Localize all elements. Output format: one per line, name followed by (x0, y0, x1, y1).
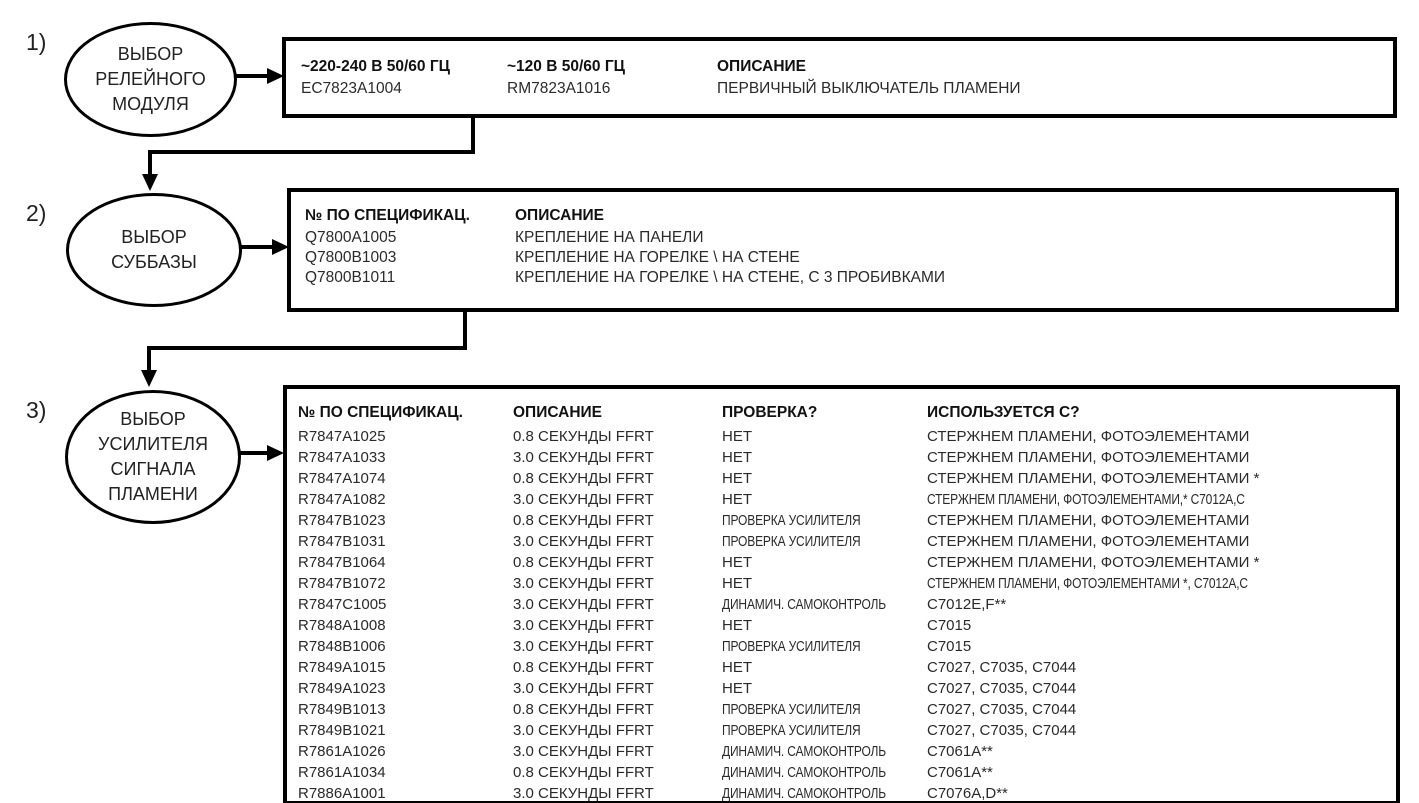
table-cell: 3.0 СЕКУНДЫ FFRT (513, 596, 654, 613)
part-number: RM7823A1016 (507, 80, 611, 97)
relay-column-120v (507, 57, 625, 99)
table-cell: 3.0 СЕКУНДЫ FFRT (513, 449, 654, 466)
ellipse-line: УСИЛИТЕЛЯ (98, 434, 208, 454)
part-number: Q7800B1003 (305, 249, 397, 266)
table-cell: 0.8 СЕКУНДЫ FFRT (513, 512, 654, 529)
table-row (287, 722, 1396, 743)
table-row (287, 701, 1396, 722)
table-cell: C7015 (927, 617, 972, 634)
table-cell: R7849A1023 (298, 680, 386, 697)
ellipse-line: МОДУЛЯ (112, 94, 189, 114)
table-cell: R7847B1031 (298, 533, 386, 550)
step-2-ellipse (66, 193, 242, 307)
step-3-ellipse (65, 390, 241, 524)
table-cell: СТЕРЖНЕМ ПЛАМЕНИ, ФОТОЭЛЕМЕНТАМИ,* C7012A,C (927, 491, 1245, 508)
column-header: ~220-240 В 50/60 ГЦ (301, 58, 450, 75)
table-cell: C7027, C7035, C7044 (927, 659, 1077, 676)
table-cell: R7861A1026 (298, 743, 386, 760)
table-cell: ПРОВЕРКА УСИЛИТЕЛЯ (722, 722, 861, 739)
table-row (287, 491, 1396, 512)
table-cell: 0.8 СЕКУНДЫ FFRT (513, 701, 654, 718)
table-cell: НЕТ (722, 491, 752, 508)
table-cell: ПРОВЕРКА УСИЛИТЕЛЯ (722, 512, 861, 529)
ellipse-line: СИГНАЛА (110, 459, 196, 479)
table-cell: 0.8 СЕКУНДЫ FFRT (513, 428, 654, 445)
subbase-column-description (515, 206, 945, 288)
subbase-column-spec (305, 206, 470, 288)
table-cell: НЕТ (722, 449, 752, 466)
table-cell: ДИНАМИЧ. САМОКОНТРОЛЬ (722, 785, 886, 802)
step-1-ellipse (64, 22, 237, 137)
table-row (287, 743, 1396, 764)
table-cell: ПРОВЕРКА УСИЛИТЕЛЯ (722, 533, 861, 550)
table-cell: 0.8 СЕКУНДЫ FFRT (513, 554, 654, 571)
table-cell: R7849B1021 (298, 722, 386, 739)
amplifier-table-header (287, 404, 1396, 424)
table-cell: C7061A** (927, 743, 993, 760)
amplifier-box (283, 385, 1400, 803)
column-header: ОПИСАНИЕ (513, 404, 603, 421)
table-cell: 0.8 СЕКУНДЫ FFRT (513, 659, 654, 676)
step-1-number: 1) (26, 29, 47, 55)
column-header: ~120 В 50/60 ГЦ (507, 58, 625, 75)
table-row (287, 764, 1396, 785)
table-cell: НЕТ (722, 659, 752, 676)
ellipse-line: РЕЛЕЙНОГО (95, 69, 206, 89)
table-row (287, 638, 1396, 659)
column-header: ИСПОЛЬЗУЕТСЯ С? (927, 404, 1080, 421)
table-cell: НЕТ (722, 470, 752, 487)
table-cell: 3.0 СЕКУНДЫ FFRT (513, 743, 654, 760)
column-header: № ПО СПЕЦИФИКАЦ. (298, 404, 463, 421)
table-row (287, 470, 1396, 491)
table-row (287, 575, 1396, 596)
table-cell: НЕТ (722, 554, 752, 571)
table-cell: 3.0 СЕКУНДЫ FFRT (513, 722, 654, 739)
column-header: ПРОВЕРКА? (722, 404, 818, 421)
relay-column-220v (301, 57, 450, 99)
table-cell: НЕТ (722, 575, 752, 592)
table-cell: 3.0 СЕКУНДЫ FFRT (513, 680, 654, 697)
table-cell: R7847A1074 (298, 470, 386, 487)
table-cell: 3.0 СЕКУНДЫ FFRT (513, 617, 654, 634)
column-header: ОПИСАНИЕ (717, 58, 807, 75)
table-cell: R7847C1005 (298, 596, 387, 613)
table-cell: НЕТ (722, 680, 752, 697)
table-row (287, 428, 1396, 449)
table-cell: ДИНАМИЧ. САМОКОНТРОЛЬ (722, 743, 886, 760)
table-cell: СТЕРЖНЕМ ПЛАМЕНИ, ФОТОЭЛЕМЕНТАМИ * (927, 554, 1260, 571)
table-cell: ПРОВЕРКА УСИЛИТЕЛЯ (722, 638, 861, 655)
ellipse-line: СУББАЗЫ (111, 252, 197, 272)
table-cell: C7027, C7035, C7044 (927, 680, 1077, 697)
table-cell: R7848B1006 (298, 638, 386, 655)
table-cell: СТЕРЖНЕМ ПЛАМЕНИ, ФОТОЭЛЕМЕНТАМИ (927, 449, 1250, 466)
table-cell: C7076A,D** (927, 785, 1008, 802)
table-cell: C7012E,F** (927, 596, 1007, 613)
table-cell: 3.0 СЕКУНДЫ FFRT (513, 491, 654, 508)
arrow-down-icon (141, 370, 157, 387)
table-row (287, 449, 1396, 470)
step-2-number: 2) (26, 200, 47, 226)
part-number: Q7800B1011 (305, 269, 396, 286)
ellipse-line: ВЫБОР (121, 227, 187, 247)
table-row (287, 659, 1396, 680)
part-number: EC7823A1004 (301, 80, 402, 97)
arrow-right-icon (267, 445, 284, 461)
table-cell: СТЕРЖНЕМ ПЛАМЕНИ, ФОТОЭЛЕМЕНТАМИ *, C7012A,C (927, 575, 1248, 592)
table-cell: R7886A1001 (298, 785, 386, 802)
table-cell: R7849B1013 (298, 701, 386, 718)
table-row (287, 533, 1396, 554)
table-cell: R7847B1023 (298, 512, 386, 529)
ellipse-line: ВЫБОР (120, 409, 186, 429)
relay-module-box (282, 37, 1397, 118)
table-cell: C7027, C7035, C7044 (927, 701, 1077, 718)
step-3-number: 3) (26, 397, 47, 423)
table-row (287, 512, 1396, 533)
table-cell: R7848A1008 (298, 617, 386, 634)
ellipse-line: ПЛАМЕНИ (108, 484, 198, 504)
table-row (287, 785, 1396, 803)
table-cell: R7847B1072 (298, 575, 386, 592)
column-header: ОПИСАНИЕ (515, 207, 605, 224)
amplifier-table-rows (287, 428, 1396, 803)
description-text: КРЕПЛЕНИЕ НА ГОРЕЛКЕ \ НА СТЕНЕ (515, 249, 800, 266)
table-cell: СТЕРЖНЕМ ПЛАМЕНИ, ФОТОЭЛЕМЕНТАМИ * (927, 470, 1260, 487)
column-header: № ПО СПЕЦИФИКАЦ. (305, 207, 470, 224)
table-cell: СТЕРЖНЕМ ПЛАМЕНИ, ФОТОЭЛЕМЕНТАМИ (927, 428, 1250, 445)
table-cell: C7027, C7035, C7044 (927, 722, 1077, 739)
table-cell: R7861A1034 (298, 764, 386, 781)
ellipse-line: ВЫБОР (117, 44, 184, 64)
table-row (287, 596, 1396, 617)
table-cell: СТЕРЖНЕМ ПЛАМЕНИ, ФОТОЭЛЕМЕНТАМИ (927, 512, 1250, 529)
part-number: Q7800A1005 (305, 229, 397, 246)
table-cell: R7847A1025 (298, 428, 386, 445)
description-text: КРЕПЛЕНИЕ НА ГОРЕЛКЕ \ НА СТЕНЕ, С 3 ПРОБИВКАМИ (515, 269, 946, 286)
table-cell: 3.0 СЕКУНДЫ FFRT (513, 533, 654, 550)
table-cell: 3.0 СЕКУНДЫ FFRT (513, 638, 654, 655)
table-cell: R7849A1015 (298, 659, 386, 676)
table-cell: C7061A** (927, 764, 993, 781)
table-cell: ПРОВЕРКА УСИЛИТЕЛЯ (722, 701, 861, 718)
table-cell: 0.8 СЕКУНДЫ FFRT (513, 764, 654, 781)
table-cell: R7847A1082 (298, 491, 386, 508)
table-row (287, 617, 1396, 638)
table-cell: C7015 (927, 638, 972, 655)
table-cell: R7847B1064 (298, 554, 386, 571)
table-cell: R7847A1033 (298, 449, 386, 466)
description-text: КРЕПЛЕНИЕ НА ПАНЕЛИ (515, 229, 704, 246)
table-cell: 3.0 СЕКУНДЫ FFRT (513, 785, 654, 802)
relay-column-description (717, 57, 1021, 99)
table-cell: СТЕРЖНЕМ ПЛАМЕНИ, ФОТОЭЛЕМЕНТАМИ (927, 533, 1250, 550)
description-text: ПЕРВИЧНЫЙ ВЫКЛЮЧАТЕЛЬ ПЛАМЕНИ (717, 80, 1021, 97)
table-cell: 0.8 СЕКУНДЫ FFRT (513, 470, 654, 487)
connector-box2-step3 (149, 310, 465, 372)
table-cell: ДИНАМИЧ. САМОКОНТРОЛЬ (722, 764, 886, 781)
arrow-down-icon (142, 174, 158, 191)
table-row (287, 554, 1396, 575)
subbase-box (287, 188, 1399, 312)
table-cell: 3.0 СЕКУНДЫ FFRT (513, 575, 654, 592)
table-row (287, 680, 1396, 701)
table-cell: ДИНАМИЧ. САМОКОНТРОЛЬ (722, 596, 886, 613)
table-cell: НЕТ (722, 428, 752, 445)
table-cell: НЕТ (722, 617, 752, 634)
